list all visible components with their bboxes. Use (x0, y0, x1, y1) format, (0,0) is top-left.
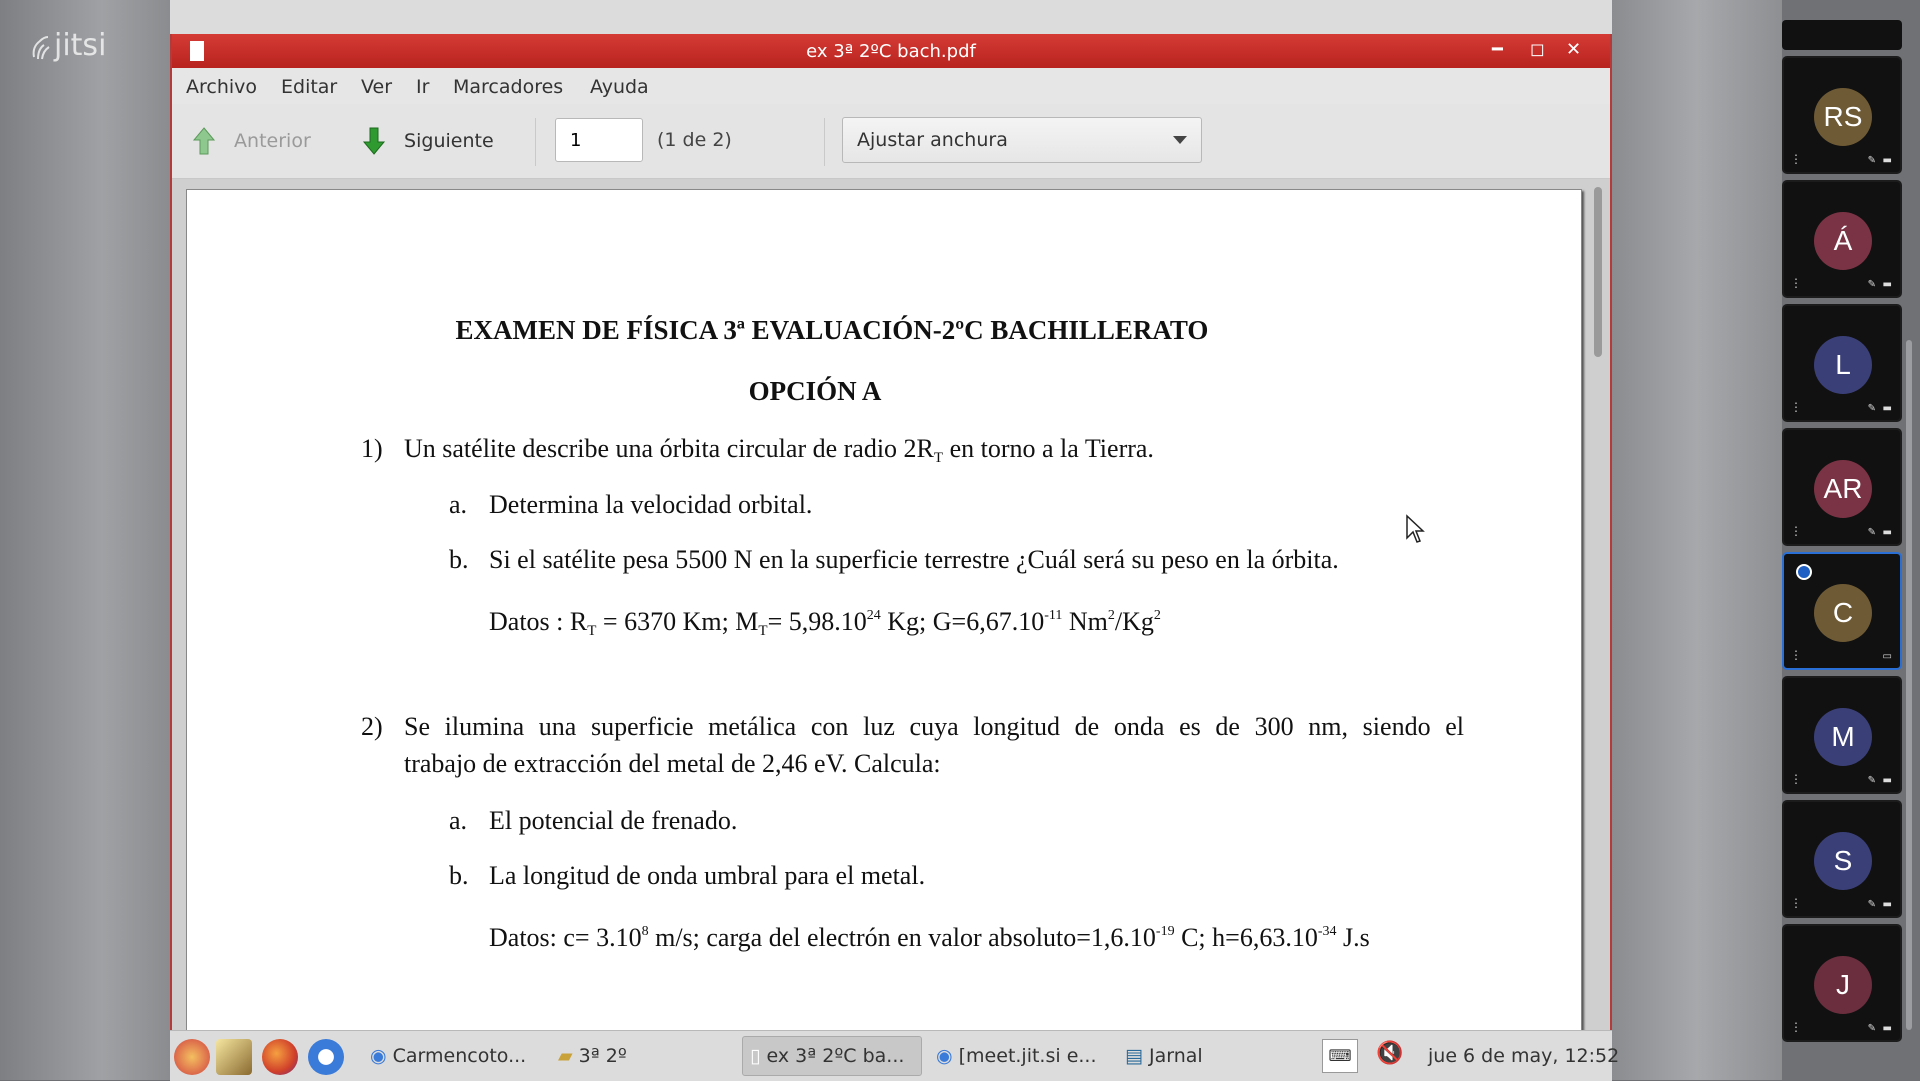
q1-a-text: Determina la velocidad orbital. (489, 490, 813, 519)
datos-part: Nm (1062, 607, 1108, 636)
datos-part: /Kg (1114, 607, 1154, 636)
menu-archivo[interactable]: Archivo (186, 76, 258, 98)
background-right (1612, 0, 1782, 1080)
more-options-icon[interactable]: ⋮ (1790, 1020, 1802, 1034)
taskbar-item-label: Jarnal (1149, 1045, 1203, 1067)
menu-editar[interactable]: Editar (281, 76, 338, 98)
datos-sub: T (758, 623, 768, 639)
q2-a-text: El potencial de frenado. (489, 806, 738, 835)
datos-sup: -19 (1155, 924, 1175, 939)
mouse-cursor-icon (1405, 514, 1425, 544)
datos-sup: -34 (1317, 924, 1337, 939)
datos-part: = 5,98.10 (767, 607, 867, 636)
datos-part: Datos: c= 3.10 (489, 923, 642, 952)
participant-tile[interactable] (1782, 304, 1902, 422)
more-options-icon[interactable]: ⋮ (1790, 896, 1802, 910)
taskbar-item-meet[interactable] (936, 1045, 1097, 1067)
page-count: (1 de 2) (657, 129, 732, 151)
participant-tile-self[interactable] (1782, 20, 1902, 50)
participant-tile[interactable] (1782, 676, 1902, 794)
camera-off-icon: ▬ (1882, 155, 1892, 166)
taskbar (170, 1030, 1620, 1081)
exam-title: EXAMEN DE FÍSICA 3ª EVALUACIÓN-2ºC BACHILLERATO (455, 315, 1209, 345)
datos-part: Kg; G=6,67.10 (880, 607, 1045, 636)
avatar: L (1814, 336, 1872, 394)
screen-share-icon: ▭ (1882, 651, 1892, 662)
folder-icon: ▰ (558, 1045, 573, 1067)
more-options-icon[interactable]: ⋮ (1790, 276, 1802, 290)
datos-sup: 24 (866, 608, 881, 623)
notes-app-icon[interactable] (216, 1039, 252, 1075)
menu-ver[interactable]: Ver (361, 76, 393, 98)
option-heading: OPCIÓN A (748, 376, 882, 406)
q1-b-text: Si el satélite pesa 5500 N en la superficie terrestre ¿Cuál será su peso en la órbita. (489, 545, 1339, 574)
mic-muted-icon: ✎ (1867, 279, 1876, 290)
menu-ayuda[interactable]: Ayuda (590, 76, 649, 98)
moderator-badge-icon (1796, 564, 1812, 580)
filmstrip-scrollbar[interactable] (1906, 340, 1912, 1030)
datos-part: m/s; carga del electrón en valor absoluto=1,6.10 (648, 923, 1156, 952)
close-button[interactable]: ✕ (1566, 39, 1582, 60)
toolbar-separator (535, 118, 536, 166)
camera-off-icon: ▬ (1882, 775, 1892, 786)
avatar: Á (1814, 212, 1872, 270)
question-1-text (404, 430, 1154, 477)
chrome-small-icon: ◉ (936, 1045, 953, 1067)
more-options-icon[interactable]: ⋮ (1790, 772, 1802, 786)
q1-text-part: Un satélite describe una órbita circular de radio 2R (404, 434, 934, 463)
arrow-down-icon (362, 126, 386, 156)
camera-off-icon: ▬ (1882, 527, 1892, 538)
datos-part: J.s (1336, 923, 1370, 952)
mic-muted-icon: ✎ (1867, 1023, 1876, 1034)
jitsi-logo-text: jitsi (54, 28, 107, 63)
taskbar-item-label: [meet.jit.si e... (958, 1045, 1097, 1067)
datos-part: C; h=6,63.10 (1174, 923, 1318, 952)
app-menu-icon[interactable] (174, 1039, 210, 1075)
next-label: Siguiente (404, 129, 494, 152)
window-title: ex 3ª 2ºC bach.pdf (806, 41, 976, 62)
shared-screen (170, 0, 1620, 1080)
participant-tile[interactable] (1782, 428, 1902, 546)
zoom-value: Ajustar anchura (857, 129, 1008, 151)
camera-off-icon: ▬ (1882, 899, 1892, 910)
page-number-input[interactable] (555, 118, 643, 162)
taskbar-item-jarnal[interactable] (1125, 1045, 1203, 1067)
taskbar-item-label: ex 3ª 2ºC ba... (766, 1045, 905, 1067)
firefox-icon[interactable] (262, 1039, 298, 1075)
taskbar-item-label: 3ª 2º (578, 1045, 627, 1067)
toolbar (172, 104, 1610, 179)
datos-sub: T (587, 623, 597, 639)
chrome-icon[interactable] (308, 1039, 344, 1075)
keyboard-indicator-icon[interactable]: ⌨ (1322, 1039, 1358, 1073)
avatar: S (1814, 832, 1872, 890)
q2-b-letter: b. (449, 861, 469, 890)
document-viewport[interactable] (172, 179, 1610, 1030)
clock[interactable]: jue 6 de may, 12:52 (1428, 1045, 1620, 1067)
more-options-icon[interactable]: ⋮ (1790, 648, 1802, 662)
screen-top-area (170, 0, 1612, 34)
toolbar-separator (824, 118, 825, 166)
datos-sup: 8 (641, 924, 649, 939)
participant-tile[interactable] (1782, 56, 1902, 174)
participant-tile-active[interactable] (1782, 552, 1902, 670)
question-2-number: 2) (361, 712, 383, 741)
maximize-button[interactable]: ◻ (1530, 39, 1545, 60)
datos-sup: 2 (1153, 608, 1161, 623)
menu-marcadores[interactable]: Marcadores (453, 76, 564, 98)
datos-part: = 6370 Km; M (596, 607, 759, 636)
jitsi-logo (30, 28, 106, 63)
pdf-viewer-window (170, 34, 1612, 1030)
datos-sup: -11 (1044, 608, 1063, 623)
q2-datos (489, 913, 1370, 956)
chevron-down-icon (1173, 136, 1187, 144)
zoom-dropdown[interactable] (842, 117, 1202, 163)
previous-label: Anterior (234, 129, 311, 152)
q1-subscript: T (933, 450, 944, 466)
more-options-icon[interactable]: ⋮ (1790, 400, 1802, 414)
datos-part: Datos : R (489, 607, 588, 636)
menu-ir[interactable]: Ir (416, 76, 430, 98)
more-options-icon[interactable]: ⋮ (1790, 152, 1802, 166)
participant-tile[interactable] (1782, 800, 1902, 918)
question-1-number: 1) (361, 434, 383, 463)
background-left (0, 0, 170, 1080)
participant-tile[interactable] (1782, 180, 1902, 298)
avatar: RS (1814, 88, 1872, 146)
jarnal-icon: ▤ (1125, 1045, 1143, 1067)
volume-muted-icon[interactable]: 🔇 (1376, 1041, 1404, 1066)
chrome-small-icon: ◉ (370, 1045, 387, 1067)
vertical-scrollbar[interactable] (1594, 187, 1602, 357)
camera-off-icon: ▬ (1882, 279, 1892, 290)
document-small-icon: ▯ (750, 1045, 761, 1067)
q1-text-part: en torno a la Tierra. (943, 434, 1154, 463)
mic-muted-icon: ✎ (1867, 775, 1876, 786)
window-titlebar[interactable] (172, 34, 1610, 68)
pdf-page (186, 189, 1582, 1030)
avatar: J (1814, 956, 1872, 1014)
arrow-up-icon (192, 126, 216, 156)
more-options-icon[interactable]: ⋮ (1790, 524, 1802, 538)
taskbar-item-folder[interactable] (558, 1045, 627, 1067)
next-page-button[interactable] (362, 126, 494, 156)
datos-sup: 2 (1107, 608, 1115, 623)
camera-off-icon: ▬ (1882, 403, 1892, 414)
taskbar-item-label: Carmencoto... (392, 1045, 527, 1067)
mic-muted-icon: ✎ (1867, 403, 1876, 414)
question-2-line-1: Se ilumina una superficie metálica con luz cuya longitud de onda es de 300 nm, siendo el (404, 712, 1464, 741)
avatar: C (1814, 584, 1872, 642)
taskbar-item-carmencoto[interactable] (370, 1045, 526, 1067)
camera-off-icon: ▬ (1882, 1023, 1892, 1034)
avatar: M (1814, 708, 1872, 766)
taskbar-item-pdf[interactable] (750, 1045, 904, 1067)
q2-a-letter: a. (449, 806, 468, 835)
participant-tile[interactable] (1782, 924, 1902, 1042)
avatar: AR (1814, 460, 1872, 518)
previous-page-button[interactable] (192, 126, 311, 156)
q2-b-text: La longitud de onda umbral para el metal. (489, 861, 926, 890)
mic-muted-icon: ✎ (1867, 155, 1876, 166)
jitsi-logo-icon (30, 33, 52, 61)
mic-muted-icon: ✎ (1867, 527, 1876, 538)
minimize-button[interactable]: ━ (1492, 39, 1503, 60)
mic-muted-icon: ✎ (1867, 899, 1876, 910)
q1-b-letter: b. (449, 545, 469, 574)
menu-bar (172, 68, 1610, 104)
question-2-line-2: trabajo de extracción del metal de 2,46 eV. Calcula: (404, 749, 941, 778)
q1-a-letter: a. (449, 490, 468, 519)
q1-datos (489, 597, 1161, 650)
